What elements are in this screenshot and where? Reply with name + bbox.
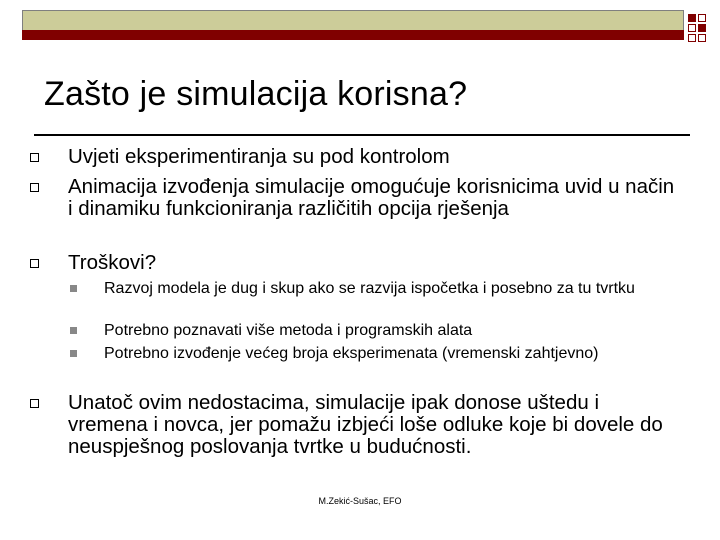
square-bullet-icon [30, 153, 39, 162]
bullet-text: Troškovi? [68, 251, 157, 274]
bullet-text: Unatoč ovim nedostacima, simulacije ipak donose uštedu i vremena i novca, jer pomažu izbjeći loše odluke koje bi dovele do neuspješnog poslovanja tvrtke u budućnosti. [68, 391, 663, 458]
sub-bullet-text: Razvoj modela je dug i skup ako se razvija ispočetka i posebno za tu tvrtku [104, 280, 635, 297]
square-bullet-icon [70, 285, 77, 292]
square-bullet-icon [30, 399, 39, 408]
sub-bullet-item [104, 345, 684, 362]
bullet-text: Animacija izvođenja simulacije omogućuje korisnicima uvid u način i dinamiku funkcioniranja različitih opcija rješenja [68, 175, 675, 220]
square-bullet-icon [70, 350, 77, 357]
slide-title: Zašto je simulacija korisna? [44, 75, 468, 113]
sub-bullet-text: Potrebno poznavati više metoda i programskih alata [104, 322, 473, 339]
bullet-text: Uvjeti eksperimentiranja su pod kontrolom [68, 145, 450, 168]
sub-bullet-item [104, 322, 684, 339]
sub-bullet-text: Potrebno izvođenje većeg broja eksperimenata (vremenski zahtjevno) [104, 345, 599, 362]
square-bullet-icon [70, 327, 77, 334]
sub-bullet-item [104, 280, 684, 297]
square-bullet-icon [30, 183, 39, 192]
slide-footer: M.Zekić-Sušac, EFO [318, 496, 402, 506]
square-bullet-icon [30, 259, 39, 268]
bullet-item [68, 392, 678, 458]
bullet-item [68, 176, 678, 220]
bullet-item [68, 252, 678, 274]
bullet-item [68, 146, 678, 168]
